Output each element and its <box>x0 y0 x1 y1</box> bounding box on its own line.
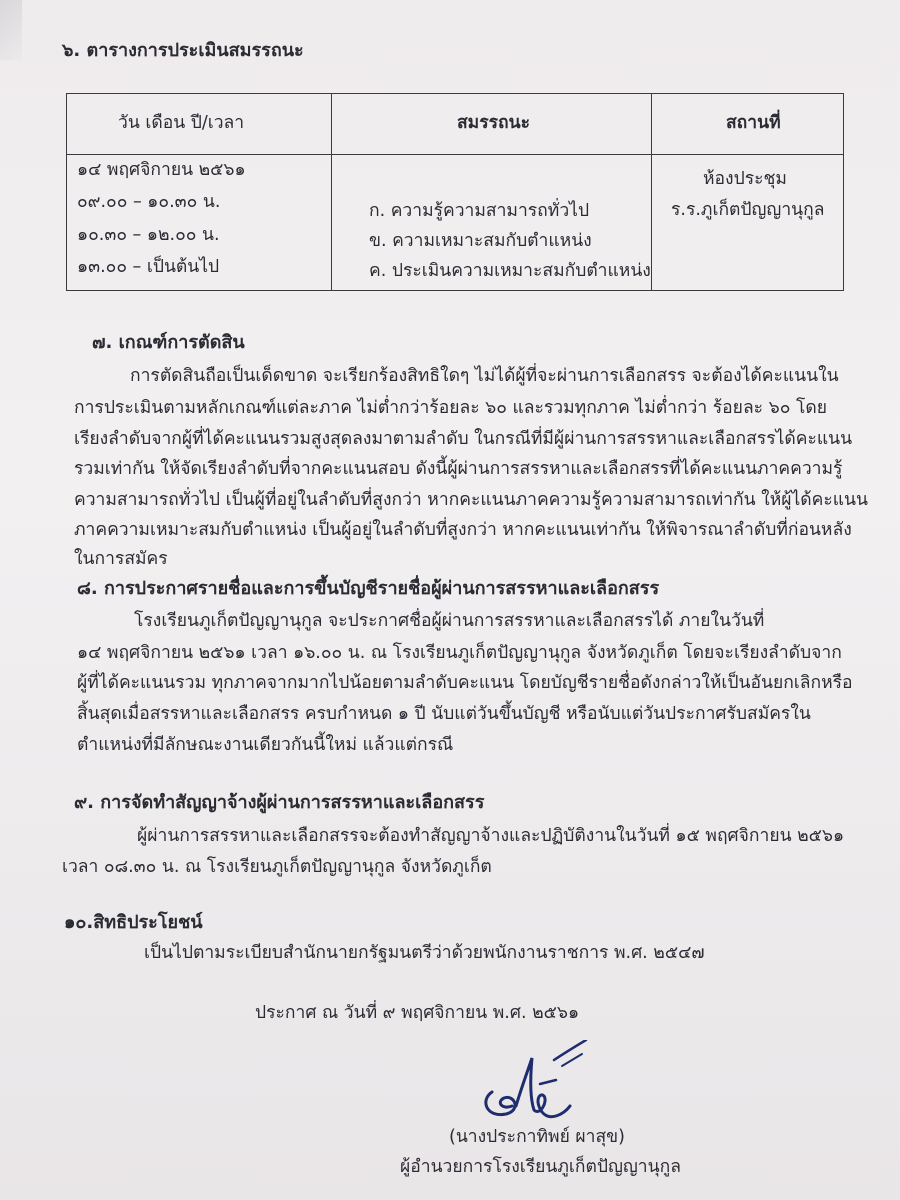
page-corner-fold <box>0 0 22 60</box>
section-9-line: ผู้ผ่านการสรรหาและเลือกสรรจะต้องทำสัญญาจ้างและปฏิบัติงานในวันที่ ๑๕ พฤศจิกายน ๒๕๖๑ <box>137 826 845 846</box>
section-9-line: เวลา ๐๘.๓๐ น. ณ โรงเรียนภูเก็ตปัญญานุกูล จังหวัดภูเก็ต <box>62 857 492 877</box>
signer-name: (นางประกาทิพย์ ผาสุข) <box>449 1127 625 1147</box>
table-header-location: สถานที่ <box>726 113 781 133</box>
section-7-heading: ๗. เกณฑ์การตัดสิน <box>92 332 245 353</box>
section-6-heading: ๖. ตารางการประเมินสมรรถนะ <box>62 40 304 61</box>
section-7-line: ภาคความเหมาะสมกับตำแหน่ง เป็นผู้อยู่ในลำดับที่สูงกว่า หากคะแนนเท่ากัน ให้พิจารณาลำดับที่ก่อนหลัง <box>74 520 852 540</box>
table-competency-item: ก. ความรู้ความสามารถทั่วไป <box>369 201 590 221</box>
table-location-line: ร.ร.ภูเก็ตปัญญานุกูล <box>671 200 825 220</box>
section-8-heading: ๘. การประกาศรายชื่อและการขึ้นบัญชีรายชื่อผู้ผ่านการสรรหาและเลือกสรร <box>77 578 660 599</box>
table-competency-item: ค. ประเมินความเหมาะสมกับตำแหน่ง <box>369 261 651 281</box>
table-date-line: ๑๓.๐๐ – เป็นต้นไป <box>77 257 220 277</box>
section-7-line: รวมเท่ากัน ให้จัดเรียงลำดับที่จากคะแนนสอบ ดังนี้ผู้ผ่านการสรรหาและเลือกสรรที่ได้คะแนนภาคความรู้ <box>74 459 843 479</box>
section-7-line: การตัดสินถือเป็นเด็ดขาด จะเรียกร้องสิทธิใดๆ ไม่ได้ผู้ที่จะผ่านการเลือกสรร จะต้องได้คะแนนใน <box>130 366 839 386</box>
section-8-line: ๑๔ พฤศจิกายน ๒๕๖๑ เวลา ๑๖.๐๐ น. ณ โรงเรียนภูเก็ตปัญญานุกูล จังหวัดภูเก็ต โดยจะเรียงลำดับจาก <box>77 643 842 663</box>
table-header-date: วัน เดือน ปี/เวลา <box>118 113 245 133</box>
section-8-line: ผู้ที่ได้คะแนนรวม ทุกภาคจากมากไปน้อยตามลำดับคะแนน โดยบัญชีรายชื่อดังกล่าวให้เป็นอันยกเลิกหรือ <box>77 673 853 693</box>
section-8-line: โรงเรียนภูเก็ตปัญญานุกูล จะประกาศชื่อผู้ผ่านการสรรหาและเลือกสรรได้ ภายในวันที่ <box>134 611 765 631</box>
section-7-line: ในการสมัคร <box>74 549 168 569</box>
section-8-line: สิ้นสุดเมื่อสรรหาและเลือกสรร ครบกำหนด ๑ ปี นับแต่วันขึ้นบัญชี หรือนับแต่วันประกาศรับสมัครใน <box>77 704 811 724</box>
table-date-line: ๑๔ พฤศจิกายน ๒๕๖๑ <box>77 160 246 180</box>
signature-image <box>478 1040 588 1125</box>
table-date-line: ๐๙.๐๐ – ๑๐.๓๐ น. <box>77 192 221 212</box>
section-9-heading: ๙. การจัดทำสัญญาจ้างผู้ผ่านการสรรหาและเลือกสรร <box>74 792 485 813</box>
table-location-line: ห้องประชุม <box>703 169 787 189</box>
section-8-line: ตำแหน่งที่มีลักษณะงานเดียวกันนี้ใหม่ แล้วแต่กรณี <box>77 735 454 755</box>
section-7-line: เรียงลำดับจากผู้ที่ได้คะแนนรวมสูงสุดลงมาตามลำดับ ในกรณีที่มีผู้ผ่านการสรรหาและเลือกสรรได้คะแนน <box>74 429 853 449</box>
signer-title: ผู้อำนวยการโรงเรียนภูเก็ตปัญญานุกูล <box>400 1157 681 1177</box>
section-10-heading: ๑๐.สิทธิประโยชน์ <box>64 912 203 933</box>
announcement-date: ประกาศ ณ วันที่ ๙ พฤศจิกายน พ.ศ. ๒๕๖๑ <box>255 1003 580 1023</box>
section-7-line: การประเมินตามหลักเกณฑ์แต่ละภาค ไม่ต่ำกว่าร้อยละ ๖๐ และรวมทุกภาค ไม่ต่ำกว่า ร้อยละ ๖๐ โดย <box>74 398 827 418</box>
table-header-competency: สมรรถนะ <box>457 113 530 133</box>
table-competency-item: ข. ความเหมาะสมกับตำแหน่ง <box>369 231 592 251</box>
table-date-line: ๑๐.๓๐ – ๑๒.๐๐ น. <box>77 225 220 245</box>
section-7-line: ความสามารถทั่วไป เป็นผู้ที่อยู่ในลำดับที่สูงกว่า หากคะแนนภาคความรู้ความสามารถเท่ากัน ให้ผู้ได้คะแนน <box>74 490 868 510</box>
section-10-line: เป็นไปตามระเบียบสำนักนายกรัฐมนตรีว่าด้วยพนักงานราชการ พ.ศ. ๒๕๔๗ <box>144 943 705 963</box>
